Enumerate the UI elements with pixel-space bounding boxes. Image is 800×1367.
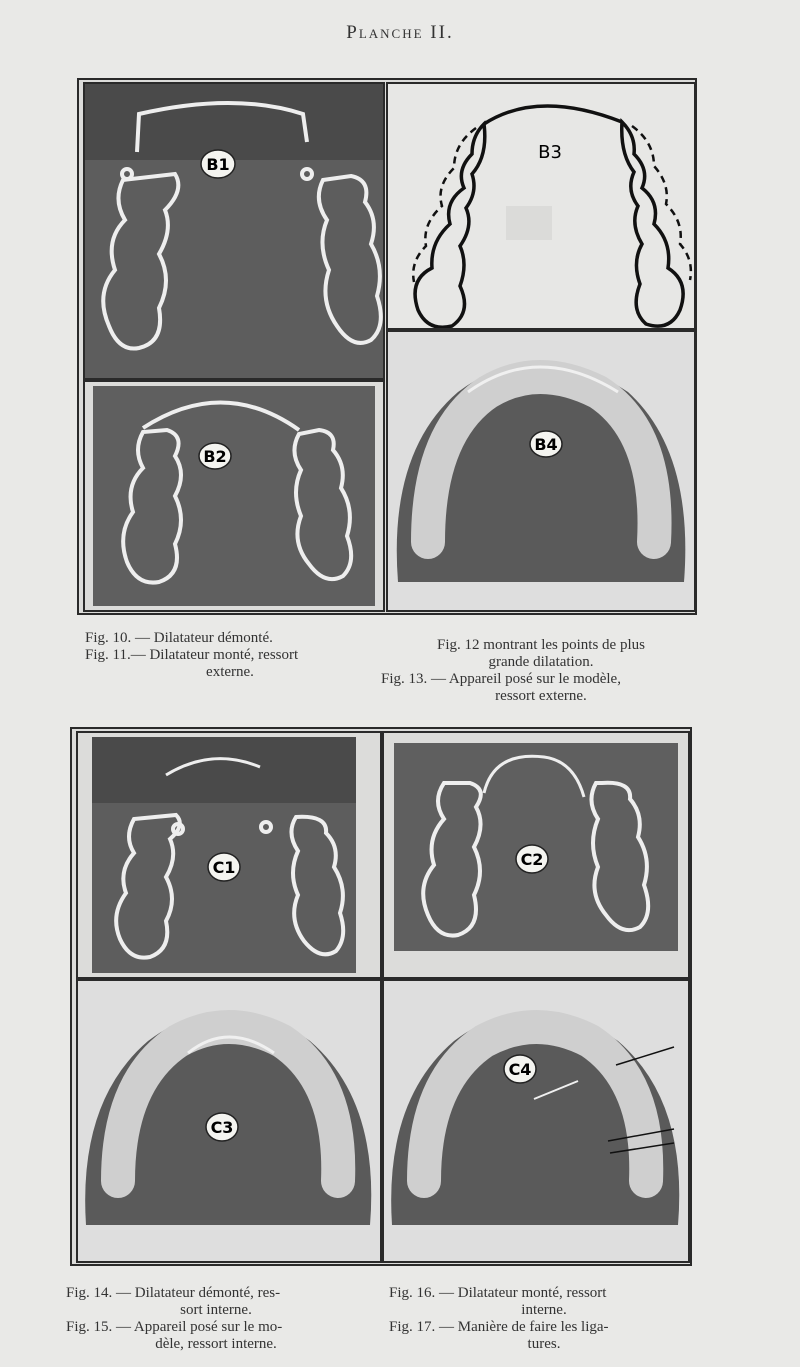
label-c4: C4 (508, 1060, 532, 1079)
label-c2: C2 (520, 850, 544, 869)
caption-fig-11-cont: externe. (206, 664, 254, 680)
caption-fig-15-cont: dèle, ressort interne. (155, 1336, 277, 1352)
page-title: Planche II. (346, 22, 454, 43)
dilator-assembled-internal-illustration (394, 743, 678, 951)
label-b2: B2 (203, 447, 227, 466)
photo-c1 (92, 737, 356, 973)
caption-fig-14: Fig. 14. — Dilatateur démonté, res- (66, 1285, 281, 1301)
bottom-caption-right (389, 1285, 699, 1353)
figure-b3 (386, 82, 696, 330)
label-circle-b1 (85, 84, 383, 378)
figure-c2 (382, 731, 690, 979)
caption-fig-17-cont: tures. (527, 1336, 561, 1352)
caption-fig-12-cont: grande dilatation. (488, 654, 594, 670)
bottom-plate (70, 727, 692, 1266)
figure-b4 (386, 330, 696, 612)
dilator-assembled-external-illustration (93, 386, 375, 606)
bottom-caption-left (66, 1285, 366, 1353)
photo-c4 (384, 981, 688, 1261)
photo-c3 (78, 981, 380, 1261)
caption-fig-16: Fig. 16. — Dilatateur monté, ressort (389, 1285, 607, 1301)
label-b1: B1 (206, 155, 230, 174)
caption-fig-15: Fig. 15. — Appareil posé sur le mo- (66, 1319, 283, 1335)
caption-fig-14-cont: sort interne. (180, 1302, 252, 1318)
label-b3: B3 (538, 142, 562, 163)
caption-fig-11: Fig. 11.— Dilatateur monté, ressort (85, 647, 299, 663)
dilatation-diagram (388, 84, 694, 328)
label-b4: B4 (534, 435, 558, 454)
label-c1: C1 (212, 858, 236, 877)
photo-b2 (93, 386, 375, 606)
caption-fig-13: Fig. 13. — Appareil posé sur le modèle, (381, 671, 621, 687)
caption-fig-10: Fig. 10. — Dilatateur démonté. (85, 630, 273, 646)
dilator-disassembled-internal-illustration (92, 737, 356, 973)
ligature-method-illustration (384, 981, 688, 1261)
caption-fig-17: Fig. 17. — Manière de faire les liga- (389, 1319, 609, 1335)
top-caption-right (381, 637, 701, 705)
figure-c4 (382, 979, 690, 1263)
figure-b2 (83, 380, 385, 612)
figure-b1 (83, 82, 385, 380)
caption-fig-13-cont: ressort externe. (495, 688, 587, 704)
appliance-on-model-illustration (388, 332, 694, 610)
caption-fig-16-cont: interne. (521, 1302, 567, 1318)
photo-c2 (394, 743, 678, 951)
photo-b3 (388, 84, 694, 328)
photo-b1 (85, 84, 383, 378)
figure-c1 (76, 731, 382, 979)
top-caption-left (85, 630, 375, 681)
figure-c3 (76, 979, 382, 1263)
caption-fig-12: Fig. 12 montrant les points de plus (437, 637, 645, 653)
appliance-on-model-internal-illustration (78, 981, 380, 1261)
photo-b4 (388, 332, 694, 610)
top-plate (77, 78, 697, 615)
label-c3: C3 (210, 1118, 234, 1137)
